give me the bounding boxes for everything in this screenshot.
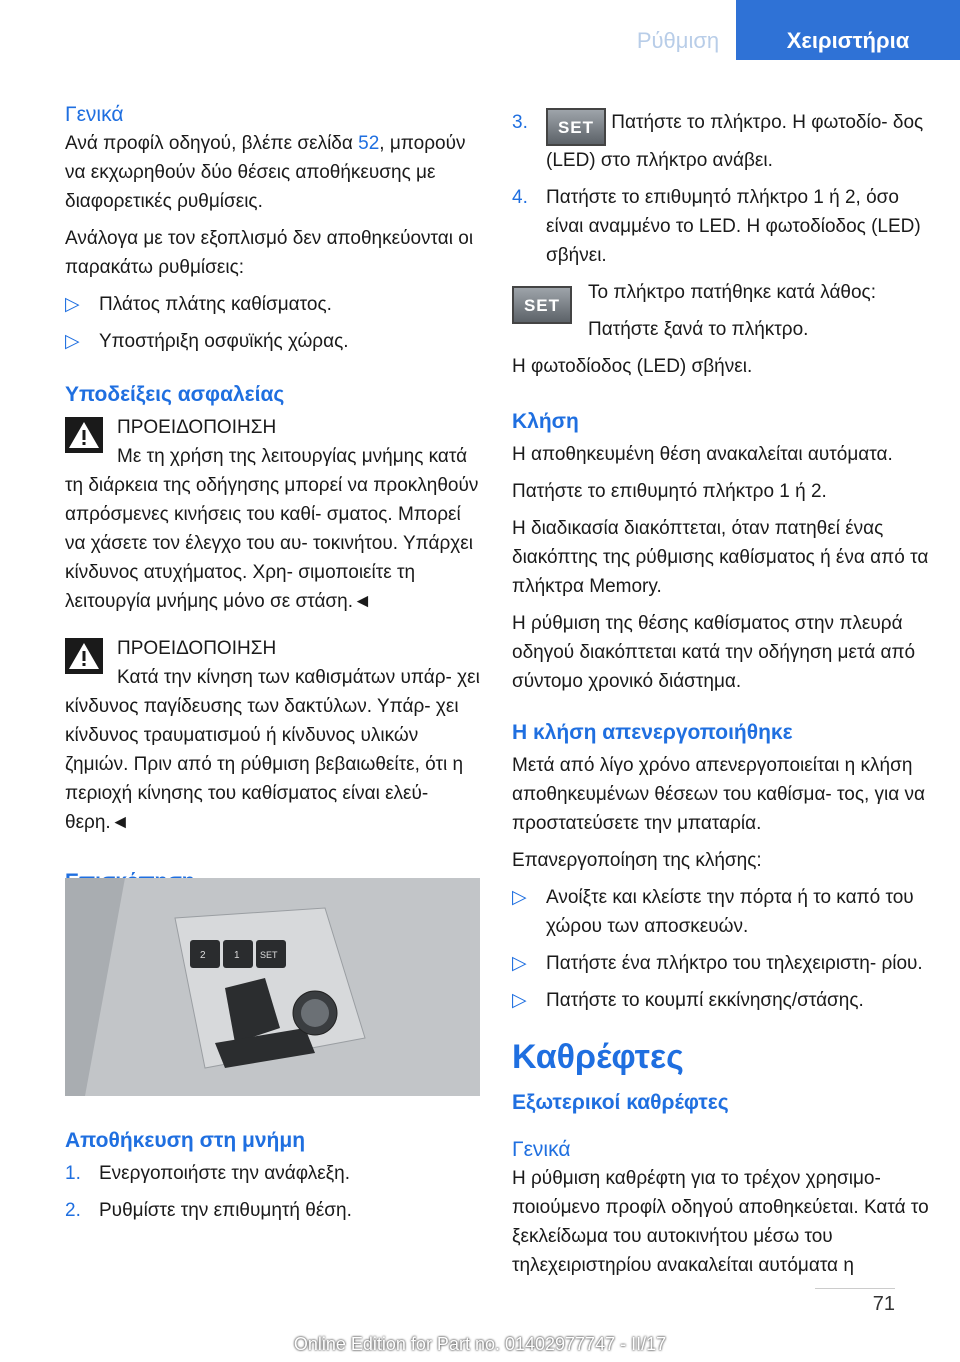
- press-again-text: Πατήστε ξανά το πλήκτρο.: [588, 319, 809, 340]
- warning-block-2: [65, 634, 483, 837]
- list-item: [512, 949, 930, 978]
- step-text: Ρυθμίστε την επιθυμητή θέση.: [99, 1200, 352, 1221]
- general-paragraph-2: Ανάλογα με τον εξοπλισμό δεν αποθηκεύονται οι παρακάτω ρυθμίσεις:: [65, 228, 474, 278]
- memory-section: [65, 1126, 483, 1233]
- step-number: 3.: [512, 112, 528, 133]
- memory-heading: Αποθήκευση στη μνήμη: [65, 1129, 306, 1152]
- triangle-bullet-icon: ▷: [512, 953, 527, 974]
- warning-2-text: Κατά την κίνηση των καθισμάτων υπάρ- χει κίνδυνος παγίδευσης των δακτύλων. Υπάρ- χει κίνδυνος τραυματισμού ή κίνδυνος υλικών ζημιών. Πριν από τη ρύθμιση βεβαιωθείτε, ότι η περιοχή κίνησης του καθίσματος είναι ελεύ- θερη.◄: [65, 667, 480, 833]
- step-number: 4.: [512, 187, 528, 208]
- seat-control-illustration: [65, 878, 480, 1096]
- memory-button-set: SET: [260, 950, 278, 960]
- memory-button-1: 1: [234, 950, 240, 961]
- triangle-bullet-icon: ▷: [65, 331, 80, 352]
- warning-triangle-icon: [65, 638, 103, 674]
- list-item: [512, 986, 930, 1015]
- recall-disabled-heading: Η κλήση απενεργοποιήθηκε: [512, 721, 793, 744]
- disabled-paragraph: Επανεργοποίηση της κλήσης:: [512, 850, 762, 871]
- list-item-text: Υποστήριξη οσφυϊκής χώρας.: [99, 331, 349, 352]
- warning-1-text: Με τη χρήση της λειτουργίας μνήμης κατά τη διάρκεια της οδήγησης μπορεί να προκληθούν απρόσμενες κινήσεις του καθί- σματος. Μπορεί να χάσετε τον έλεγχο του αυ- τοκινήτου. Υπάρχει κίνδυνος ατυχήματος. Χρη- σιμοποιείτε τη λειτουργία μνήμης μόνο σε στάση.◄: [65, 446, 479, 612]
- set-button-icon: SET: [512, 286, 572, 324]
- triangle-bullet-icon: ▷: [512, 990, 527, 1011]
- safety-heading: Υποδείξεις ασφαλείας: [65, 383, 285, 406]
- step-number: 1.: [65, 1163, 81, 1184]
- memory-step: [65, 1196, 483, 1225]
- step-text: Ενεργοποιήστε την ανάφλεξη.: [99, 1163, 351, 1184]
- memory-step-4: [512, 183, 930, 270]
- step-number: 2.: [65, 1200, 81, 1221]
- list-item-text: Πλάτος πλάτης καθίσματος.: [99, 294, 332, 315]
- list-item-text: Πατήστε το κουμπί εκκίνησης/στάσης.: [546, 990, 864, 1011]
- recall-paragraph: Η διαδικασία διακόπτεται, όταν πατηθεί ένας διακόπτης της ρύθμισης καθίσματος ή ένα από τα πλήκτρα Memory.: [512, 518, 929, 597]
- set-button-icon: SET: [546, 108, 606, 146]
- list-item: [65, 327, 483, 356]
- list-item: [65, 290, 483, 319]
- tab-controls[interactable]: Χειριστήρια: [736, 0, 960, 60]
- list-item-text: Πατήστε ένα πλήκτρο του τηλεχειριστη- ρίου.: [546, 953, 923, 974]
- recall-paragraph: Πατήστε το επιθυμητό πλήκτρο 1 ή 2.: [512, 481, 827, 502]
- tab-settings[interactable]: Ρύθμιση: [620, 0, 736, 60]
- list-item-text: Ανοίξτε και κλείστε την πόρτα ή το καπό του χώρου των αποσκευών.: [546, 887, 914, 937]
- triangle-bullet-icon: ▷: [512, 887, 527, 908]
- mirrors-heading: Καθρέφτες: [512, 1038, 684, 1076]
- page-link[interactable]: 52: [358, 133, 380, 154]
- memory-step: [65, 1159, 483, 1188]
- warning-triangle-icon: [65, 417, 103, 453]
- exterior-mirrors-heading: Εξωτερικοί καθρέφτες: [512, 1091, 729, 1114]
- general-p1-text: Ανά προφίλ οδηγού, βλέπε σελίδα: [65, 133, 359, 154]
- step-text: Πατήστε το επιθυμητό πλήκτρο 1 ή 2, όσο είναι αναμμένο το LED. Η φωτοδίοδος (LED) σβήνει.: [546, 187, 921, 266]
- memory-button-2: 2: [200, 950, 206, 961]
- led-off-text: Η φωτοδίοδος (LED) σβήνει.: [512, 356, 753, 377]
- exterior-general-heading: Γενικά: [512, 1138, 571, 1161]
- warning-block-1: [65, 413, 483, 616]
- recall-paragraph: Η ρύθμιση της θέσης καθίσματος στην πλευρά οδηγού διακόπτεται κατά την οδήγηση μετά από σύντομο χρονικό διάστημα.: [512, 613, 916, 692]
- wrong-press-note: [512, 278, 930, 344]
- warning-2-title: ΠΡΟΕΙΔΟΠΟΙΗΣΗ: [117, 638, 277, 659]
- seat-controls-photo: [65, 878, 480, 1096]
- general-heading: Γενικά: [65, 103, 124, 126]
- edition-footer: Online Edition for Part no. 01402977747 - II/17: [293, 1334, 667, 1354]
- memory-step-3: [512, 108, 930, 175]
- left-column: [65, 100, 483, 900]
- exterior-mirrors-paragraph: Η ρύθμιση καθρέφτη για το τρέχον χρησιμο- ποιούμενο προφίλ οδηγού αποθηκεύεται. Κατά το ξεκλείδωμα του αυτοκινήτου μέσω του τηλεχειριστηρίου ανακαλείται αυτόματα η: [512, 1168, 929, 1276]
- right-column: [512, 108, 930, 1288]
- disabled-paragraph: Μετά από λίγο χρόνο απενεργοποιείται η κλήση αποθηκευμένων θέσεων του καθίσμα- τος, για να προστατεύσετε την μπαταρία.: [512, 755, 926, 834]
- list-item: [512, 883, 930, 941]
- recall-heading: Κλήση: [512, 410, 579, 433]
- general-p1-text-end: , μπορούν να εκχωρηθούν δύο θέσεις αποθήκευσης με διαφορετικές ρυθμίσεις.: [65, 133, 466, 212]
- triangle-bullet-icon: ▷: [65, 294, 80, 315]
- step-text: Πατήστε το πλήκτρο. Η φωτοδίο- δος (LED) στο πλήκτρο ανάβει.: [546, 112, 924, 171]
- warning-1-title: ΠΡΟΕΙΔΟΠΟΙΗΣΗ: [117, 417, 277, 438]
- page-number: 71: [815, 1288, 895, 1316]
- wrong-press-text: Το πλήκτρο πατήθηκε κατά λάθος:: [588, 282, 876, 303]
- recall-paragraph: Η αποθηκευμένη θέση ανακαλείται αυτόματα.: [512, 444, 893, 465]
- general-paragraph-1: [65, 129, 483, 216]
